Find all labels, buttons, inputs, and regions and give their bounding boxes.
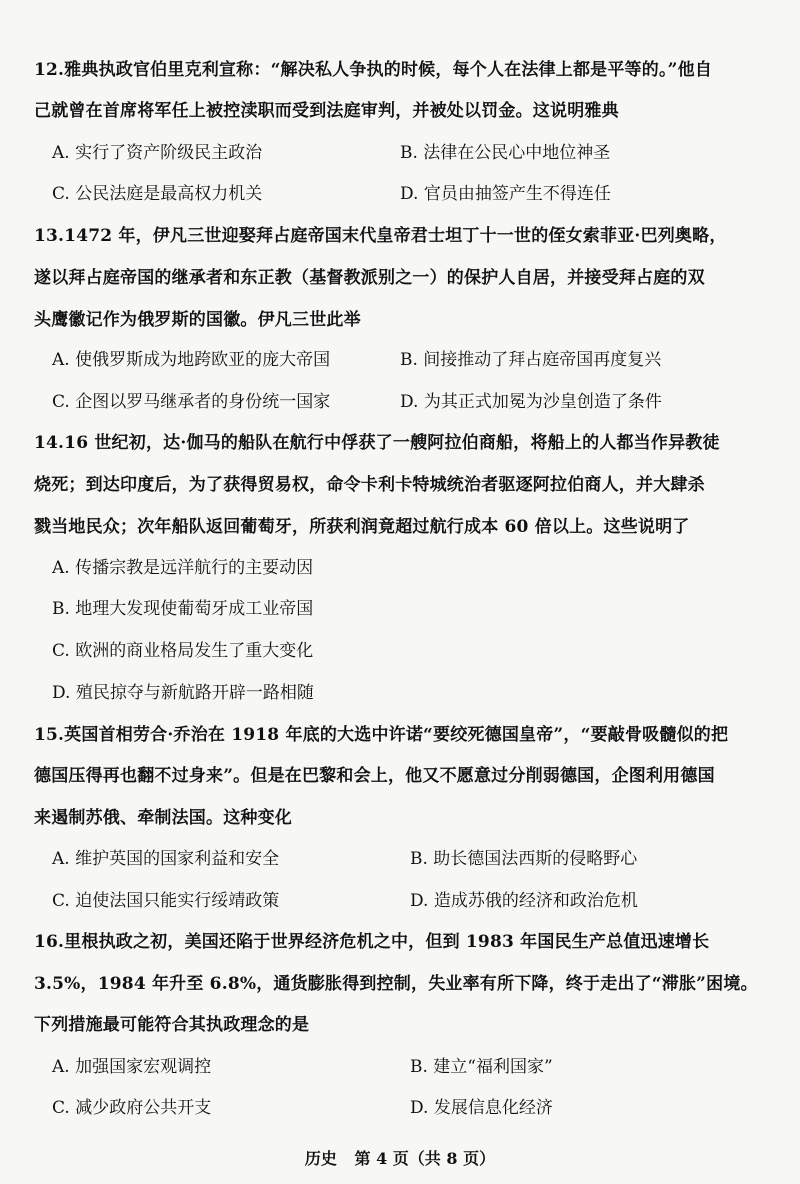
- question-16-stem-line-3: 下列措施最可能符合其执政理念的是: [34, 1015, 310, 1035]
- question-15-stem-line-1: 15.英国首相劳合·乔治在 1918 年底的大选中许诺“要绞死德国皇帝”，“要敲骨吸髓似的把: [34, 725, 729, 745]
- question-14-option-b: B. 地理大发现使葡萄牙成工业帝国: [52, 599, 314, 619]
- question-14-option-a: A. 传播宗教是远洋航行的主要动因: [52, 558, 314, 578]
- question-13-option-b: B. 间接推动了拜占庭帝国再度复兴: [400, 350, 662, 370]
- footer-page-number: 第 4 页（共 8 页）: [354, 1149, 496, 1168]
- question-15-option-a: A. 维护英国的国家利益和安全: [52, 849, 280, 869]
- question-13-stem-line-1: 13.1472 年，伊凡三世迎娶拜占庭帝国末代皇帝君士坦丁十一世的侄女索菲亚·巴列奥略，: [34, 226, 727, 246]
- question-12-option-a: A. 实行了资产阶级民主政治: [52, 143, 263, 163]
- question-12-stem-line-2: 己就曾在首席将军任上被控渎职而受到法庭审判，并被处以罚金。这说明雅典: [34, 101, 619, 121]
- question-14-stem-line-2: 烧死；到达印度后，为了获得贸易权，命令卡利卡特城统治者驱逐阿拉伯商人，并大肆杀: [34, 475, 705, 495]
- question-14-option-d: D. 殖民掠夺与新航路开辟一路相随: [52, 683, 314, 703]
- question-14-option-c: C. 欧洲的商业格局发生了重大变化: [52, 641, 314, 661]
- question-13-option-d: D. 为其正式加冕为沙皇创造了条件: [400, 392, 662, 412]
- question-12-option-c: C. 公民法庭是最高权力机关: [52, 184, 263, 204]
- question-12-option-d: D. 官员由抽签产生不得连任: [400, 184, 611, 204]
- question-15-stem-line-3: 来遏制苏俄、牵制法国。这种变化: [34, 808, 292, 828]
- question-15-stem-line-2: 德国压得再也翻不过身来”。但是在巴黎和会上，他又不愿意过分削弱德国，企图利用德国: [34, 766, 715, 786]
- question-15-option-c: C. 迫使法国只能实行绥靖政策: [52, 891, 280, 911]
- question-13-option-a: A. 使俄罗斯成为地跨欧亚的庞大帝国: [52, 350, 331, 370]
- question-14-stem-line-3: 戮当地民众；次年船队返回葡萄牙，所获利润竟超过航行成本 60 倍以上。这些说明了: [34, 517, 690, 537]
- question-16-option-b: B. 建立“福利国家”: [410, 1057, 553, 1077]
- question-13-stem-line-2: 遂以拜占庭帝国的继承者和东正教（基督教派别之一）的保护人自居，并接受拜占庭的双: [34, 268, 705, 288]
- question-15-option-b: B. 助长德国法西斯的侵略野心: [410, 849, 638, 869]
- question-16-option-c: C. 减少政府公共开支: [52, 1098, 212, 1118]
- footer-subject: 历史: [304, 1149, 337, 1168]
- question-12-option-b: B. 法律在公民心中地位神圣: [400, 143, 611, 163]
- question-16-option-a: A. 加强国家宏观调控: [52, 1057, 212, 1077]
- question-16-stem-line-1: 16.里根执政之初，美国还陷于世界经济危机之中，但到 1983 年国民生产总值迅速增长: [34, 932, 710, 952]
- question-12-stem-line-1: 12.雅典执政官伯里克利宣称：“解决私人争执的时候，每个人在法律上都是平等的。”他自: [34, 60, 713, 80]
- question-14-stem-line-1: 14.16 世纪初，达·伽马的船队在航行中俘获了一艘阿拉伯商船，将船上的人都当作异教徒: [34, 433, 720, 453]
- question-13-option-c: C. 企图以罗马继承者的身份统一国家: [52, 392, 331, 412]
- question-13-stem-line-3: 头鹰徽记作为俄罗斯的国徽。伊凡三世此举: [34, 310, 361, 330]
- question-15-option-d: D. 造成苏俄的经济和政治危机: [410, 891, 638, 911]
- question-16-stem-line-2: 3.5%，1984 年升至 6.8%，通货膨胀得到控制，失业率有所下降，终于走出了“滞胀”困境。: [34, 974, 758, 994]
- question-16-option-d: D. 发展信息化经济: [410, 1098, 553, 1118]
- page-footer: [0, 1146, 800, 1169]
